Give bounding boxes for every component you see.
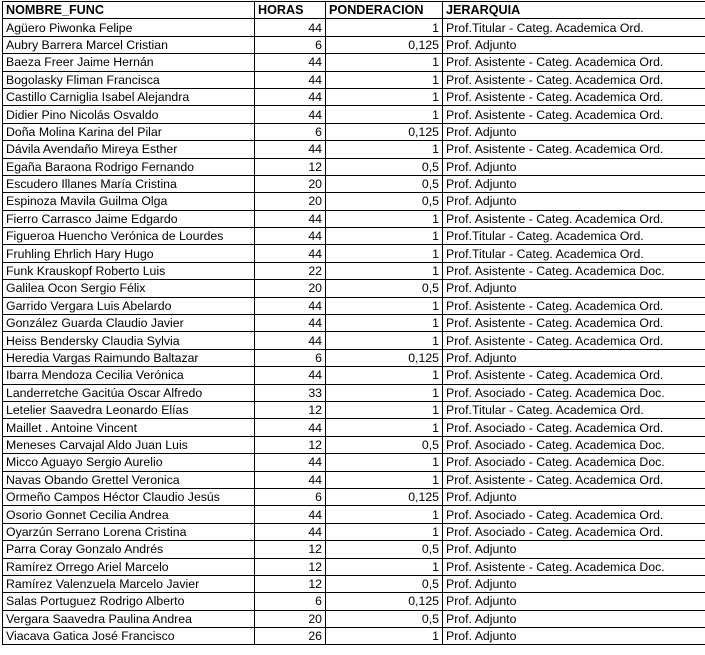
- cell-jerarquia: Prof.Titular - Categ. Academica Ord.: [443, 228, 705, 245]
- cell-ponderacion: 1: [326, 210, 443, 227]
- table-header: [3, 2, 705, 19]
- cell-ponderacion: 1: [326, 332, 443, 349]
- cell-ponderacion: 1: [326, 315, 443, 332]
- cell-ponderacion: 1: [326, 54, 443, 71]
- cell-jerarquia: Prof. Asociado - Categ. Academica Doc.: [443, 454, 705, 471]
- cell-nombre: Micco Aguayo Sergio Aurelio: [3, 454, 255, 471]
- cell-jerarquia: Prof. Asistente - Categ. Academica Ord.: [443, 332, 705, 349]
- cell-horas: 44: [255, 19, 326, 36]
- cell-ponderacion: 0,5: [326, 158, 443, 175]
- cell-ponderacion: 1: [326, 419, 443, 436]
- cell-ponderacion: 0,5: [326, 193, 443, 210]
- cell-ponderacion: 1: [326, 401, 443, 418]
- cell-nombre: Didier Pino Nicolás Osvaldo: [3, 106, 255, 123]
- table-row: [3, 54, 705, 71]
- table-row: [3, 175, 705, 192]
- cell-ponderacion: 1: [326, 106, 443, 123]
- cell-horas: 12: [255, 436, 326, 453]
- cell-horas: 44: [255, 54, 326, 71]
- cell-ponderacion: 1: [326, 454, 443, 471]
- cell-jerarquia: Prof. Asociado - Categ. Academica Ord.: [443, 523, 705, 540]
- table-row: [3, 349, 705, 366]
- table-row: [3, 71, 705, 88]
- cell-nombre: Fierro Carrasco Jaime Edgardo: [3, 210, 255, 227]
- cell-horas: 44: [255, 332, 326, 349]
- cell-jerarquia: Prof. Asistente - Categ. Academica Ord.: [443, 141, 705, 158]
- cell-horas: 44: [255, 367, 326, 384]
- cell-jerarquia: Prof.Titular - Categ. Academica Ord.: [443, 401, 705, 418]
- cell-ponderacion: 1: [326, 141, 443, 158]
- cell-horas: 12: [255, 558, 326, 575]
- cell-nombre: Doña Molina Karina del Pilar: [3, 123, 255, 140]
- cell-horas: 33: [255, 384, 326, 401]
- cell-jerarquia: Prof. Adjunto: [443, 575, 705, 592]
- cell-nombre: Heiss Bendersky Claudia Sylvia: [3, 332, 255, 349]
- cell-jerarquia: Prof. Asistente - Categ. Academica Doc.: [443, 558, 705, 575]
- cell-nombre: Parra Coray Gonzalo Andrés: [3, 541, 255, 558]
- cell-horas: 44: [255, 523, 326, 540]
- cell-nombre: Egaña Baraona Rodrigo Fernando: [3, 158, 255, 175]
- cell-jerarquia: Prof. Adjunto: [443, 349, 705, 366]
- table-row: [3, 280, 705, 297]
- table-row: [3, 488, 705, 505]
- table-row: [3, 262, 705, 279]
- cell-jerarquia: Prof. Asistente - Categ. Academica Ord.: [443, 88, 705, 105]
- cell-jerarquia: Prof. Adjunto: [443, 488, 705, 505]
- cell-ponderacion: 1: [326, 523, 443, 540]
- cell-nombre: Maillet . Antoine Vincent: [3, 419, 255, 436]
- cell-jerarquia: Prof. Asistente - Categ. Academica Ord.: [443, 210, 705, 227]
- cell-nombre: Espinoza Mavila Guilma Olga: [3, 193, 255, 210]
- cell-horas: 44: [255, 88, 326, 105]
- cell-nombre: Funk Krauskopf Roberto Luis: [3, 262, 255, 279]
- cell-ponderacion: 0,125: [326, 488, 443, 505]
- table-row: [3, 523, 705, 540]
- table-row: [3, 575, 705, 592]
- table-row: [3, 245, 705, 262]
- table-row: [3, 315, 705, 332]
- cell-nombre: Aubry Barrera Marcel Cristian: [3, 36, 255, 53]
- table-row: [3, 297, 705, 314]
- table-row: [3, 141, 705, 158]
- table-row: [3, 123, 705, 140]
- table-row: [3, 628, 705, 645]
- cell-ponderacion: 1: [326, 367, 443, 384]
- cell-horas: 6: [255, 36, 326, 53]
- table-row: [3, 541, 705, 558]
- cell-ponderacion: 0,125: [326, 123, 443, 140]
- cell-horas: 44: [255, 71, 326, 88]
- cell-nombre: Agüero Piwonka Felipe: [3, 19, 255, 36]
- table-row: [3, 88, 705, 105]
- cell-jerarquia: Prof. Adjunto: [443, 36, 705, 53]
- cell-jerarquia: Prof. Asistente - Categ. Academica Doc.: [443, 262, 705, 279]
- cell-nombre: Heredia Vargas Raimundo Baltazar: [3, 349, 255, 366]
- cell-ponderacion: 1: [326, 262, 443, 279]
- cell-horas: 6: [255, 488, 326, 505]
- cell-jerarquia: Prof.Titular - Categ. Academica Ord.: [443, 19, 705, 36]
- cell-ponderacion: 1: [326, 628, 443, 645]
- cell-jerarquia: Prof. Asistente - Categ. Academica Ord.: [443, 315, 705, 332]
- cell-jerarquia: Prof. Asistente - Categ. Academica Ord.: [443, 54, 705, 71]
- cell-nombre: Ramírez Valenzuela Marcelo Javier: [3, 575, 255, 592]
- cell-jerarquia: Prof. Asistente - Categ. Academica Ord.: [443, 71, 705, 88]
- cell-jerarquia: Prof. Asociado - Categ. Academica Doc.: [443, 436, 705, 453]
- cell-ponderacion: 0,125: [326, 593, 443, 610]
- header-row: [3, 2, 705, 19]
- cell-jerarquia: Prof. Asistente - Categ. Academica Ord.: [443, 471, 705, 488]
- staff-table: [2, 1, 705, 645]
- cell-nombre: González Guarda Claudio Javier: [3, 315, 255, 332]
- table-row: [3, 471, 705, 488]
- cell-ponderacion: 1: [326, 384, 443, 401]
- cell-nombre: Letelier Saavedra Leonardo Elías: [3, 401, 255, 418]
- cell-ponderacion: 1: [326, 506, 443, 523]
- cell-horas: 44: [255, 141, 326, 158]
- header-jerarquia: JERARQUIA: [443, 2, 705, 19]
- cell-ponderacion: 1: [326, 88, 443, 105]
- table-row: [3, 210, 705, 227]
- cell-ponderacion: 1: [326, 19, 443, 36]
- table-row: [3, 454, 705, 471]
- cell-jerarquia: Prof.Titular - Categ. Academica Ord.: [443, 245, 705, 262]
- cell-horas: 44: [255, 419, 326, 436]
- table-row: [3, 19, 705, 36]
- cell-jerarquia: Prof. Adjunto: [443, 280, 705, 297]
- cell-ponderacion: 0,5: [326, 575, 443, 592]
- cell-jerarquia: Prof. Adjunto: [443, 193, 705, 210]
- cell-nombre: Landerretche Gacitúa Oscar Alfredo: [3, 384, 255, 401]
- cell-horas: 44: [255, 297, 326, 314]
- cell-nombre: Salas Portuguez Rodrigo Alberto: [3, 593, 255, 610]
- cell-ponderacion: 0,5: [326, 436, 443, 453]
- cell-nombre: Dávila Avendaño Mireya Esther: [3, 141, 255, 158]
- table-row: [3, 193, 705, 210]
- cell-ponderacion: 1: [326, 471, 443, 488]
- table-row: [3, 436, 705, 453]
- table-row: [3, 367, 705, 384]
- cell-horas: 20: [255, 175, 326, 192]
- header-nombre-func: NOMBRE_FUNC: [3, 2, 255, 19]
- cell-jerarquia: Prof. Adjunto: [443, 123, 705, 140]
- table-row: [3, 228, 705, 245]
- table-row: [3, 332, 705, 349]
- cell-ponderacion: 0,5: [326, 541, 443, 558]
- cell-nombre: Bogolasky Fliman Francisca: [3, 71, 255, 88]
- cell-ponderacion: 1: [326, 228, 443, 245]
- cell-horas: 6: [255, 349, 326, 366]
- cell-nombre: Castillo Carniglia Isabel Alejandra: [3, 88, 255, 105]
- cell-horas: 20: [255, 193, 326, 210]
- header-ponderacion: PONDERACION: [326, 2, 443, 19]
- cell-ponderacion: 1: [326, 245, 443, 262]
- header-horas: HORAS: [255, 2, 326, 19]
- cell-ponderacion: 1: [326, 71, 443, 88]
- cell-jerarquia: Prof. Adjunto: [443, 610, 705, 627]
- cell-ponderacion: 0,125: [326, 349, 443, 366]
- cell-horas: 44: [255, 471, 326, 488]
- cell-nombre: Fruhling Ehrlich Hary Hugo: [3, 245, 255, 262]
- table-body: [3, 19, 705, 645]
- cell-nombre: Vergara Saavedra Paulina Andrea: [3, 610, 255, 627]
- cell-horas: 44: [255, 454, 326, 471]
- cell-jerarquia: Prof. Asociado - Categ. Academica Ord.: [443, 506, 705, 523]
- cell-jerarquia: Prof. Asociado - Categ. Academica Doc.: [443, 384, 705, 401]
- cell-nombre: Escudero Illanes María Cristina: [3, 175, 255, 192]
- cell-nombre: Ormeño Campos Héctor Claudio Jesús: [3, 488, 255, 505]
- cell-nombre: Figueroa Huencho Verónica de Lourdes: [3, 228, 255, 245]
- cell-ponderacion: 1: [326, 297, 443, 314]
- cell-horas: 44: [255, 210, 326, 227]
- cell-nombre: Viacava Gatica José Francisco: [3, 628, 255, 645]
- table-row: [3, 419, 705, 436]
- table-row: [3, 106, 705, 123]
- table-row: [3, 558, 705, 575]
- table-row: [3, 506, 705, 523]
- table-row: [3, 401, 705, 418]
- cell-ponderacion: 0,125: [326, 36, 443, 53]
- cell-horas: 12: [255, 575, 326, 592]
- cell-nombre: Garrido Vergara Luis Abelardo: [3, 297, 255, 314]
- cell-jerarquia: Prof. Adjunto: [443, 158, 705, 175]
- cell-horas: 12: [255, 401, 326, 418]
- cell-horas: 44: [255, 228, 326, 245]
- cell-jerarquia: Prof. Asistente - Categ. Academica Ord.: [443, 367, 705, 384]
- cell-ponderacion: 0,5: [326, 280, 443, 297]
- cell-nombre: Osorio Gonnet Cecilia Andrea: [3, 506, 255, 523]
- table-row: [3, 593, 705, 610]
- cell-nombre: Oyarzún Serrano Lorena Cristina: [3, 523, 255, 540]
- cell-jerarquia: Prof. Asociado - Categ. Academica Ord.: [443, 419, 705, 436]
- cell-nombre: Baeza Freer Jaime Hernán: [3, 54, 255, 71]
- cell-horas: 20: [255, 610, 326, 627]
- cell-nombre: Galilea Ocon Sergio Félix: [3, 280, 255, 297]
- cell-jerarquia: Prof. Adjunto: [443, 541, 705, 558]
- cell-horas: 6: [255, 123, 326, 140]
- cell-horas: 20: [255, 280, 326, 297]
- cell-jerarquia: Prof. Adjunto: [443, 593, 705, 610]
- cell-nombre: Ramírez Orrego Ariel Marcelo: [3, 558, 255, 575]
- cell-nombre: Ibarra Mendoza Cecilia Verónica: [3, 367, 255, 384]
- cell-horas: 12: [255, 541, 326, 558]
- cell-ponderacion: 0,5: [326, 175, 443, 192]
- cell-jerarquia: Prof. Adjunto: [443, 628, 705, 645]
- cell-horas: 22: [255, 262, 326, 279]
- table-row: [3, 36, 705, 53]
- cell-horas: 44: [255, 245, 326, 262]
- cell-jerarquia: Prof. Asistente - Categ. Academica Ord.: [443, 106, 705, 123]
- table-row: [3, 610, 705, 627]
- cell-nombre: Meneses Carvajal Aldo Juan Luis: [3, 436, 255, 453]
- cell-ponderacion: 0,5: [326, 610, 443, 627]
- cell-horas: 44: [255, 506, 326, 523]
- cell-jerarquia: Prof. Asistente - Categ. Academica Ord.: [443, 297, 705, 314]
- cell-nombre: Navas Obando Grettel Veronica: [3, 471, 255, 488]
- cell-horas: 6: [255, 593, 326, 610]
- cell-horas: 12: [255, 158, 326, 175]
- cell-jerarquia: Prof. Adjunto: [443, 175, 705, 192]
- table-row: [3, 158, 705, 175]
- cell-horas: 44: [255, 315, 326, 332]
- cell-ponderacion: 1: [326, 558, 443, 575]
- cell-horas: 26: [255, 628, 326, 645]
- cell-horas: 44: [255, 106, 326, 123]
- table-row: [3, 384, 705, 401]
